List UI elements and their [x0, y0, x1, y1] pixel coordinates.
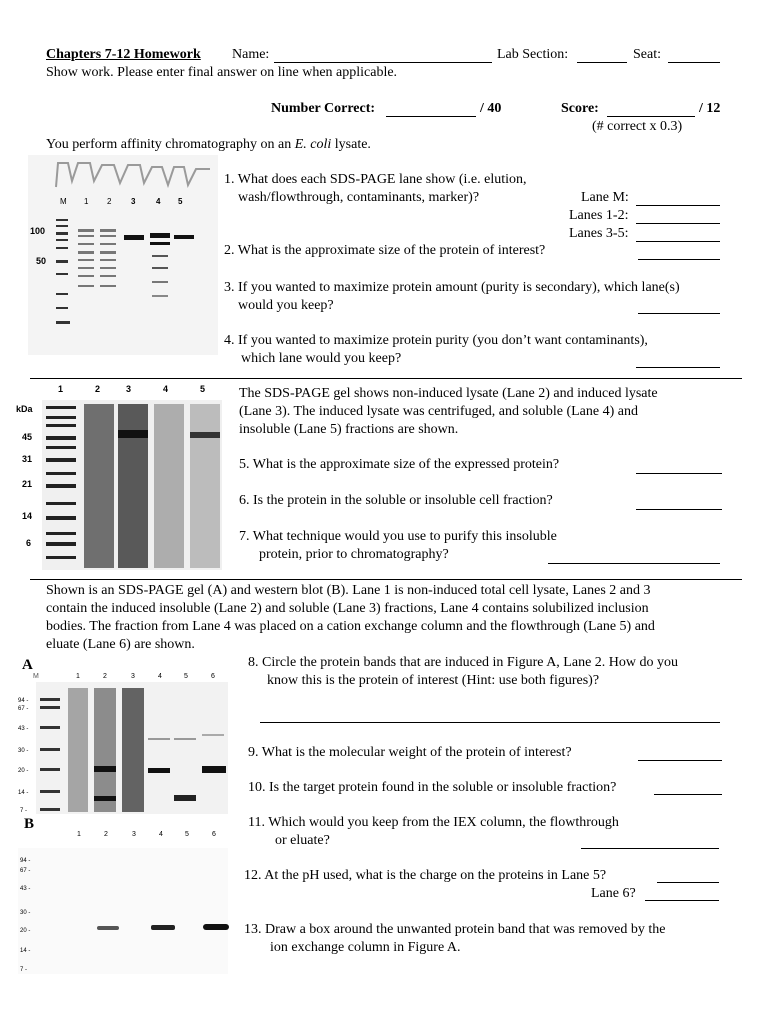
figure-a-gel — [18, 668, 230, 816]
q6-blank[interactable] — [636, 509, 722, 510]
figa-lane3-smear — [122, 688, 144, 812]
q3-line2: would you keep? — [238, 298, 334, 313]
figa-marker-label: 94 - — [18, 698, 29, 704]
figa-marker-label: 7 - — [20, 808, 28, 814]
figa-lane-label: 4 — [158, 673, 162, 680]
section-divider — [30, 378, 742, 379]
lab-section-blank[interactable] — [577, 62, 627, 63]
q1-line2: wash/flowthrough, contaminants, marker)? — [238, 190, 480, 205]
page-title: Chapters 7-12 Homework — [46, 47, 201, 62]
figa-marker-label: 14 - — [18, 790, 29, 796]
q1-lanes12-blank[interactable] — [636, 223, 720, 224]
q1-lanes35-label: Lanes 3-5: — [569, 226, 629, 241]
expression-lane-label: 3 — [126, 384, 132, 394]
name-label: Name: — [232, 47, 270, 62]
affinity-lane-label: 2 — [107, 197, 112, 206]
figa-lane4-band — [148, 768, 170, 773]
section2-intro-line2: (Lane 3). The induced lysate was centrifuged, and soluble (Lane 4) and — [239, 404, 638, 419]
q4-line2: which lane would you keep? — [241, 351, 402, 366]
seat-blank[interactable] — [668, 62, 720, 63]
figure-b-label: B — [24, 816, 35, 832]
affinity-lane-label: 1 — [84, 197, 89, 206]
q4-blank[interactable] — [636, 367, 720, 368]
expression-marker-label: 31 — [22, 454, 33, 464]
score-note: (# correct x 0.3) — [592, 119, 683, 134]
q11-blank[interactable] — [581, 848, 719, 849]
figa-lane2-induced-band — [94, 766, 116, 772]
q1-line1: 1. What does each SDS-PAGE lane show (i.e. elution, — [224, 172, 527, 187]
affinity-marker-label: 100 — [30, 226, 46, 236]
expression-gel-figure — [14, 382, 224, 574]
figa-lane1-smear — [68, 688, 88, 812]
figure-a-label: A — [22, 657, 33, 673]
affinity-lane-label: M — [60, 197, 67, 206]
figa-marker-label: 20 - — [18, 768, 29, 774]
q7-line2: protein, prior to chromatography? — [259, 547, 449, 562]
affinity-marker-label: 50 — [36, 256, 47, 266]
q7-blank[interactable] — [548, 563, 720, 564]
expression-unit-label: kDa — [16, 404, 33, 414]
figb-lane-label: 4 — [159, 831, 163, 838]
name-blank[interactable] — [274, 62, 492, 63]
figb-marker-label: 30 - — [20, 910, 31, 916]
figb-marker-label: 43 - — [20, 886, 31, 892]
q11-line1: 11. Which would you keep from the IEX column, the flowthrough — [248, 815, 619, 830]
number-correct-total: / 40 — [480, 101, 502, 116]
expression-induced-band — [118, 430, 148, 438]
affinity-lane-label: 5 — [178, 197, 183, 206]
q1-lanes35-blank[interactable] — [636, 241, 720, 242]
q3-line1: 3. If you wanted to maximize protein amount (purity is secondary), which lane(s) — [224, 280, 680, 295]
figa-lane-label: 1 — [76, 673, 80, 680]
q12-lane6-blank[interactable] — [645, 900, 719, 901]
q9-blank[interactable] — [638, 760, 722, 761]
expression-lane5-smear — [190, 404, 220, 568]
figb-marker-label: 14 - — [20, 948, 31, 954]
figa-lane-label: 6 — [211, 673, 215, 680]
figb-marker-label: 7 - — [20, 967, 28, 973]
q12-lane5-blank[interactable] — [657, 882, 719, 883]
expression-lane-label: 5 — [200, 384, 206, 394]
expression-lane4-smear — [154, 404, 184, 568]
number-correct-blank[interactable] — [386, 116, 476, 117]
section3-intro-line1: Shown is an SDS-PAGE gel (A) and western blot (B). Lane 1 is non-induced total cell lysate, Lanes 2 and 3 — [46, 583, 651, 598]
figure-b-western-blot — [18, 826, 230, 976]
expression-marker-label: 45 — [22, 432, 33, 442]
section2-intro-line1: The SDS-PAGE gel shows non-induced lysate (Lane 2) and induced lysate — [239, 386, 658, 401]
q12-line2: Lane 6? — [591, 886, 636, 901]
q2: 2. What is the approximate size of the protein of interest? — [224, 243, 546, 258]
figa-lane6-band — [202, 766, 226, 773]
figb-lane-label: 2 — [104, 831, 108, 838]
q13-line1: 13. Draw a box around the unwanted protein band that was removed by the — [244, 922, 666, 937]
section3-intro-line2: contain the induced insoluble (Lane 2) and soluble (Lane 3) fractions, Lane 4 contains solubilized inclusion — [46, 601, 649, 616]
section2-intro-line3: insoluble (Lane 5) fractions are shown. — [239, 422, 459, 437]
expression-insoluble-band — [190, 432, 220, 438]
q6: 6. Is the protein in the soluble or insoluble cell fraction? — [239, 493, 553, 508]
q2-blank[interactable] — [638, 259, 720, 260]
q5-blank[interactable] — [636, 473, 722, 474]
expression-lane3-smear — [118, 404, 148, 568]
q8-line2: know this is the protein of interest (Hint: use both figures)? — [267, 673, 600, 688]
score-label: Score: — [561, 101, 599, 116]
figa-marker-label: 30 - — [18, 748, 29, 754]
q10: 10. Is the target protein found in the soluble or insoluble fraction? — [248, 780, 617, 795]
q8-blank[interactable] — [260, 722, 720, 723]
figb-lane-label: 6 — [212, 831, 216, 838]
figa-lane-label: 2 — [103, 673, 107, 680]
figa-marker-label: 43 - — [18, 726, 29, 732]
affinity-lane-label: 3 — [131, 197, 136, 206]
figa-lane-label: 3 — [131, 673, 135, 680]
section1-intro: You perform affinity chromatography on an E. coli lysate. — [46, 137, 371, 152]
q1-lane-m-blank[interactable] — [636, 205, 720, 206]
q1-lane-m-label: Lane M: — [581, 190, 629, 205]
q10-blank[interactable] — [654, 794, 722, 795]
expression-lane-label: 1 — [58, 384, 64, 394]
q5: 5. What is the approximate size of the expressed protein? — [239, 457, 560, 472]
figb-lane-label: 5 — [185, 831, 189, 838]
figb-lane2-band — [97, 926, 119, 930]
instructions: Show work. Please enter final answer on line when applicable. — [46, 65, 398, 80]
expression-lane-label: 4 — [163, 384, 169, 394]
figb-lane6-band — [203, 924, 229, 930]
figa-lane-label: 5 — [184, 673, 188, 680]
expression-marker-label: 14 — [22, 511, 33, 521]
section3-intro-line3: bodies. The fraction from Lane 4 was placed on a cation exchange column and the flowthrough (Lane 5) and — [46, 619, 655, 634]
figa-lane2-smear — [94, 688, 116, 812]
section-divider — [30, 579, 742, 580]
q1-lanes12-label: Lanes 1-2: — [569, 208, 629, 223]
seat-label: Seat: — [633, 47, 661, 62]
q11-line2: or eluate? — [275, 833, 330, 848]
q8-line1: 8. Circle the protein bands that are induced in Figure A, Lane 2. How do you — [248, 655, 679, 670]
figa-lane5-band — [174, 795, 196, 801]
lab-section-label: Lab Section: — [497, 47, 569, 62]
figb-lane4-band — [151, 925, 175, 930]
figb-marker-label: 20 - — [20, 928, 31, 934]
figb-marker-label: 67 - — [20, 868, 31, 874]
figb-lane-label: 3 — [132, 831, 136, 838]
q13-line2: ion exchange column in Figure A. — [270, 940, 461, 955]
q3-blank[interactable] — [638, 313, 720, 314]
affinity-gel-figure — [28, 155, 218, 355]
figb-lane-label: 1 — [77, 831, 81, 838]
figb-marker-label: 94 - — [20, 858, 31, 864]
q9: 9. What is the molecular weight of the protein of interest? — [248, 745, 572, 760]
q12-line1: 12. At the pH used, what is the charge on the proteins in Lane 5? — [244, 868, 607, 883]
expression-lane-label: 2 — [95, 384, 101, 394]
score-total: / 12 — [699, 101, 721, 116]
score-blank[interactable] — [607, 116, 695, 117]
affinity-lane-label: 4 — [156, 197, 161, 206]
expression-lane2-smear — [84, 404, 114, 568]
figa-lane2-low-band — [94, 796, 116, 801]
number-correct-label: Number Correct: — [271, 101, 376, 116]
figa-marker-label: 67 - — [18, 706, 29, 712]
expression-marker-label: 6 — [26, 538, 32, 548]
section3-intro-line4: eluate (Lane 6) are shown. — [46, 637, 195, 652]
figa-lane-label: M — [33, 673, 39, 680]
q7-line1: 7. What technique would you use to purify this insoluble — [239, 529, 557, 544]
expression-marker-label: 21 — [22, 479, 33, 489]
q4-line1: 4. If you wanted to maximize protein purity (you don’t want contaminants), — [224, 333, 648, 348]
